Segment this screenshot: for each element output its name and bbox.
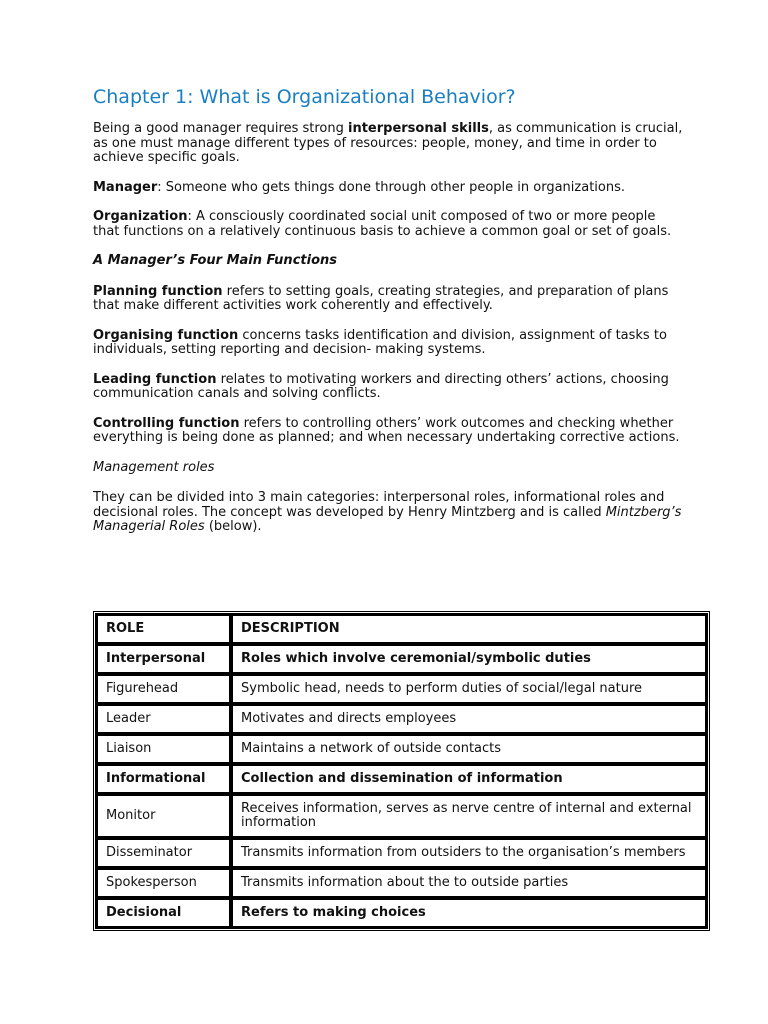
definition-organization <box>93 210 683 239</box>
roles-heading: Management roles <box>93 459 215 475</box>
role-cell: Monitor <box>96 794 231 838</box>
role-cell: Interpersonal <box>96 644 231 674</box>
role-cell: Figurehead <box>96 674 231 704</box>
table-row <box>96 704 707 734</box>
description-cell: Transmits information from outsiders to the organisation’s members <box>231 838 707 868</box>
description-cell: Symbolic head, needs to perform duties of social/legal nature <box>231 674 707 704</box>
header-description: DESCRIPTION <box>231 614 707 644</box>
role-cell: Disseminator <box>96 838 231 868</box>
roles-intro-text-2: (below). <box>204 519 262 534</box>
intro-text-2: , as communication is crucial, as one must manage different types of resources: people, money, and time in order to achieve specific goals. <box>93 121 683 165</box>
intro-text-1: Being a good manager requires strong <box>93 121 348 136</box>
description-cell: Transmits information about the to outside parties <box>231 868 707 898</box>
function-text: relates to motivating workers and directing others’ actions, choosing communication canals and solving conflicts. <box>93 371 669 401</box>
definition-text: : A consciously coordinated social unit composed of two or more people that functions on a relatively continuous basis to achieve a common goal or set of goals. <box>93 209 672 239</box>
function-text: refers to controlling others’ work outcomes and checking whether everything is being done as planned; and when necessary undertaking corrective actions. <box>93 415 680 445</box>
role-cell: Leader <box>96 704 231 734</box>
description-cell: Maintains a network of outside contacts <box>231 734 707 764</box>
table-row <box>96 674 707 704</box>
intro-bold: interpersonal skills <box>348 121 489 136</box>
function-text: refers to setting goals, creating strategies, and preparation of plans that make different activities work coherently and effectively. <box>93 283 669 313</box>
table-row <box>96 794 707 838</box>
function-text: concerns tasks identification and division, assignment of tasks to individuals, setting reporting and decision- making systems. <box>93 327 667 357</box>
function-term: Leading function <box>93 371 217 387</box>
functions-heading: A Manager’s Four Main Functions <box>93 253 337 268</box>
roles-intro-italic: Mintzberg’s Managerial Roles <box>93 504 682 534</box>
roles-intro-paragraph <box>93 491 683 535</box>
role-cell: Spokesperson <box>96 868 231 898</box>
header-role: ROLE <box>96 614 231 644</box>
definition-text: : Someone who gets things done through other people in organizations. <box>157 179 626 195</box>
chapter-title: Chapter 1: What is Organizational Behavior? <box>93 86 516 108</box>
table-row <box>96 868 707 898</box>
function-organising <box>93 329 683 358</box>
function-controlling <box>93 417 683 446</box>
function-leading <box>93 373 683 402</box>
table-row <box>96 644 707 674</box>
table-header-row <box>96 614 707 644</box>
description-cell: Refers to making choices <box>231 898 707 928</box>
document-body <box>93 86 683 550</box>
role-cell: Liaison <box>96 734 231 764</box>
roles-table <box>93 611 710 931</box>
table-row <box>96 838 707 868</box>
description-cell: Receives information, serves as nerve centre of internal and external information <box>231 794 707 838</box>
description-cell: Roles which involve ceremonial/symbolic duties <box>231 644 707 674</box>
table-row <box>96 764 707 794</box>
function-term: Planning function <box>93 283 223 299</box>
function-term: Controlling function <box>93 415 240 431</box>
roles-intro-text-1: They can be divided into 3 main categories: interpersonal roles, informational roles and decisional roles. The concept was developed by Henry Mintzberg and is called <box>93 490 665 520</box>
definition-term: Manager <box>93 179 158 195</box>
intro-paragraph <box>93 122 683 166</box>
table-row <box>96 734 707 764</box>
definition-manager <box>93 181 683 196</box>
definition-term: Organization <box>93 209 188 224</box>
table-row <box>96 898 707 928</box>
description-cell: Motivates and directs employees <box>231 704 707 734</box>
description-cell: Collection and dissemination of information <box>231 764 707 794</box>
role-cell: Informational <box>96 764 231 794</box>
function-planning <box>93 285 683 314</box>
role-cell: Decisional <box>96 898 231 928</box>
function-term: Organising function <box>93 327 239 343</box>
